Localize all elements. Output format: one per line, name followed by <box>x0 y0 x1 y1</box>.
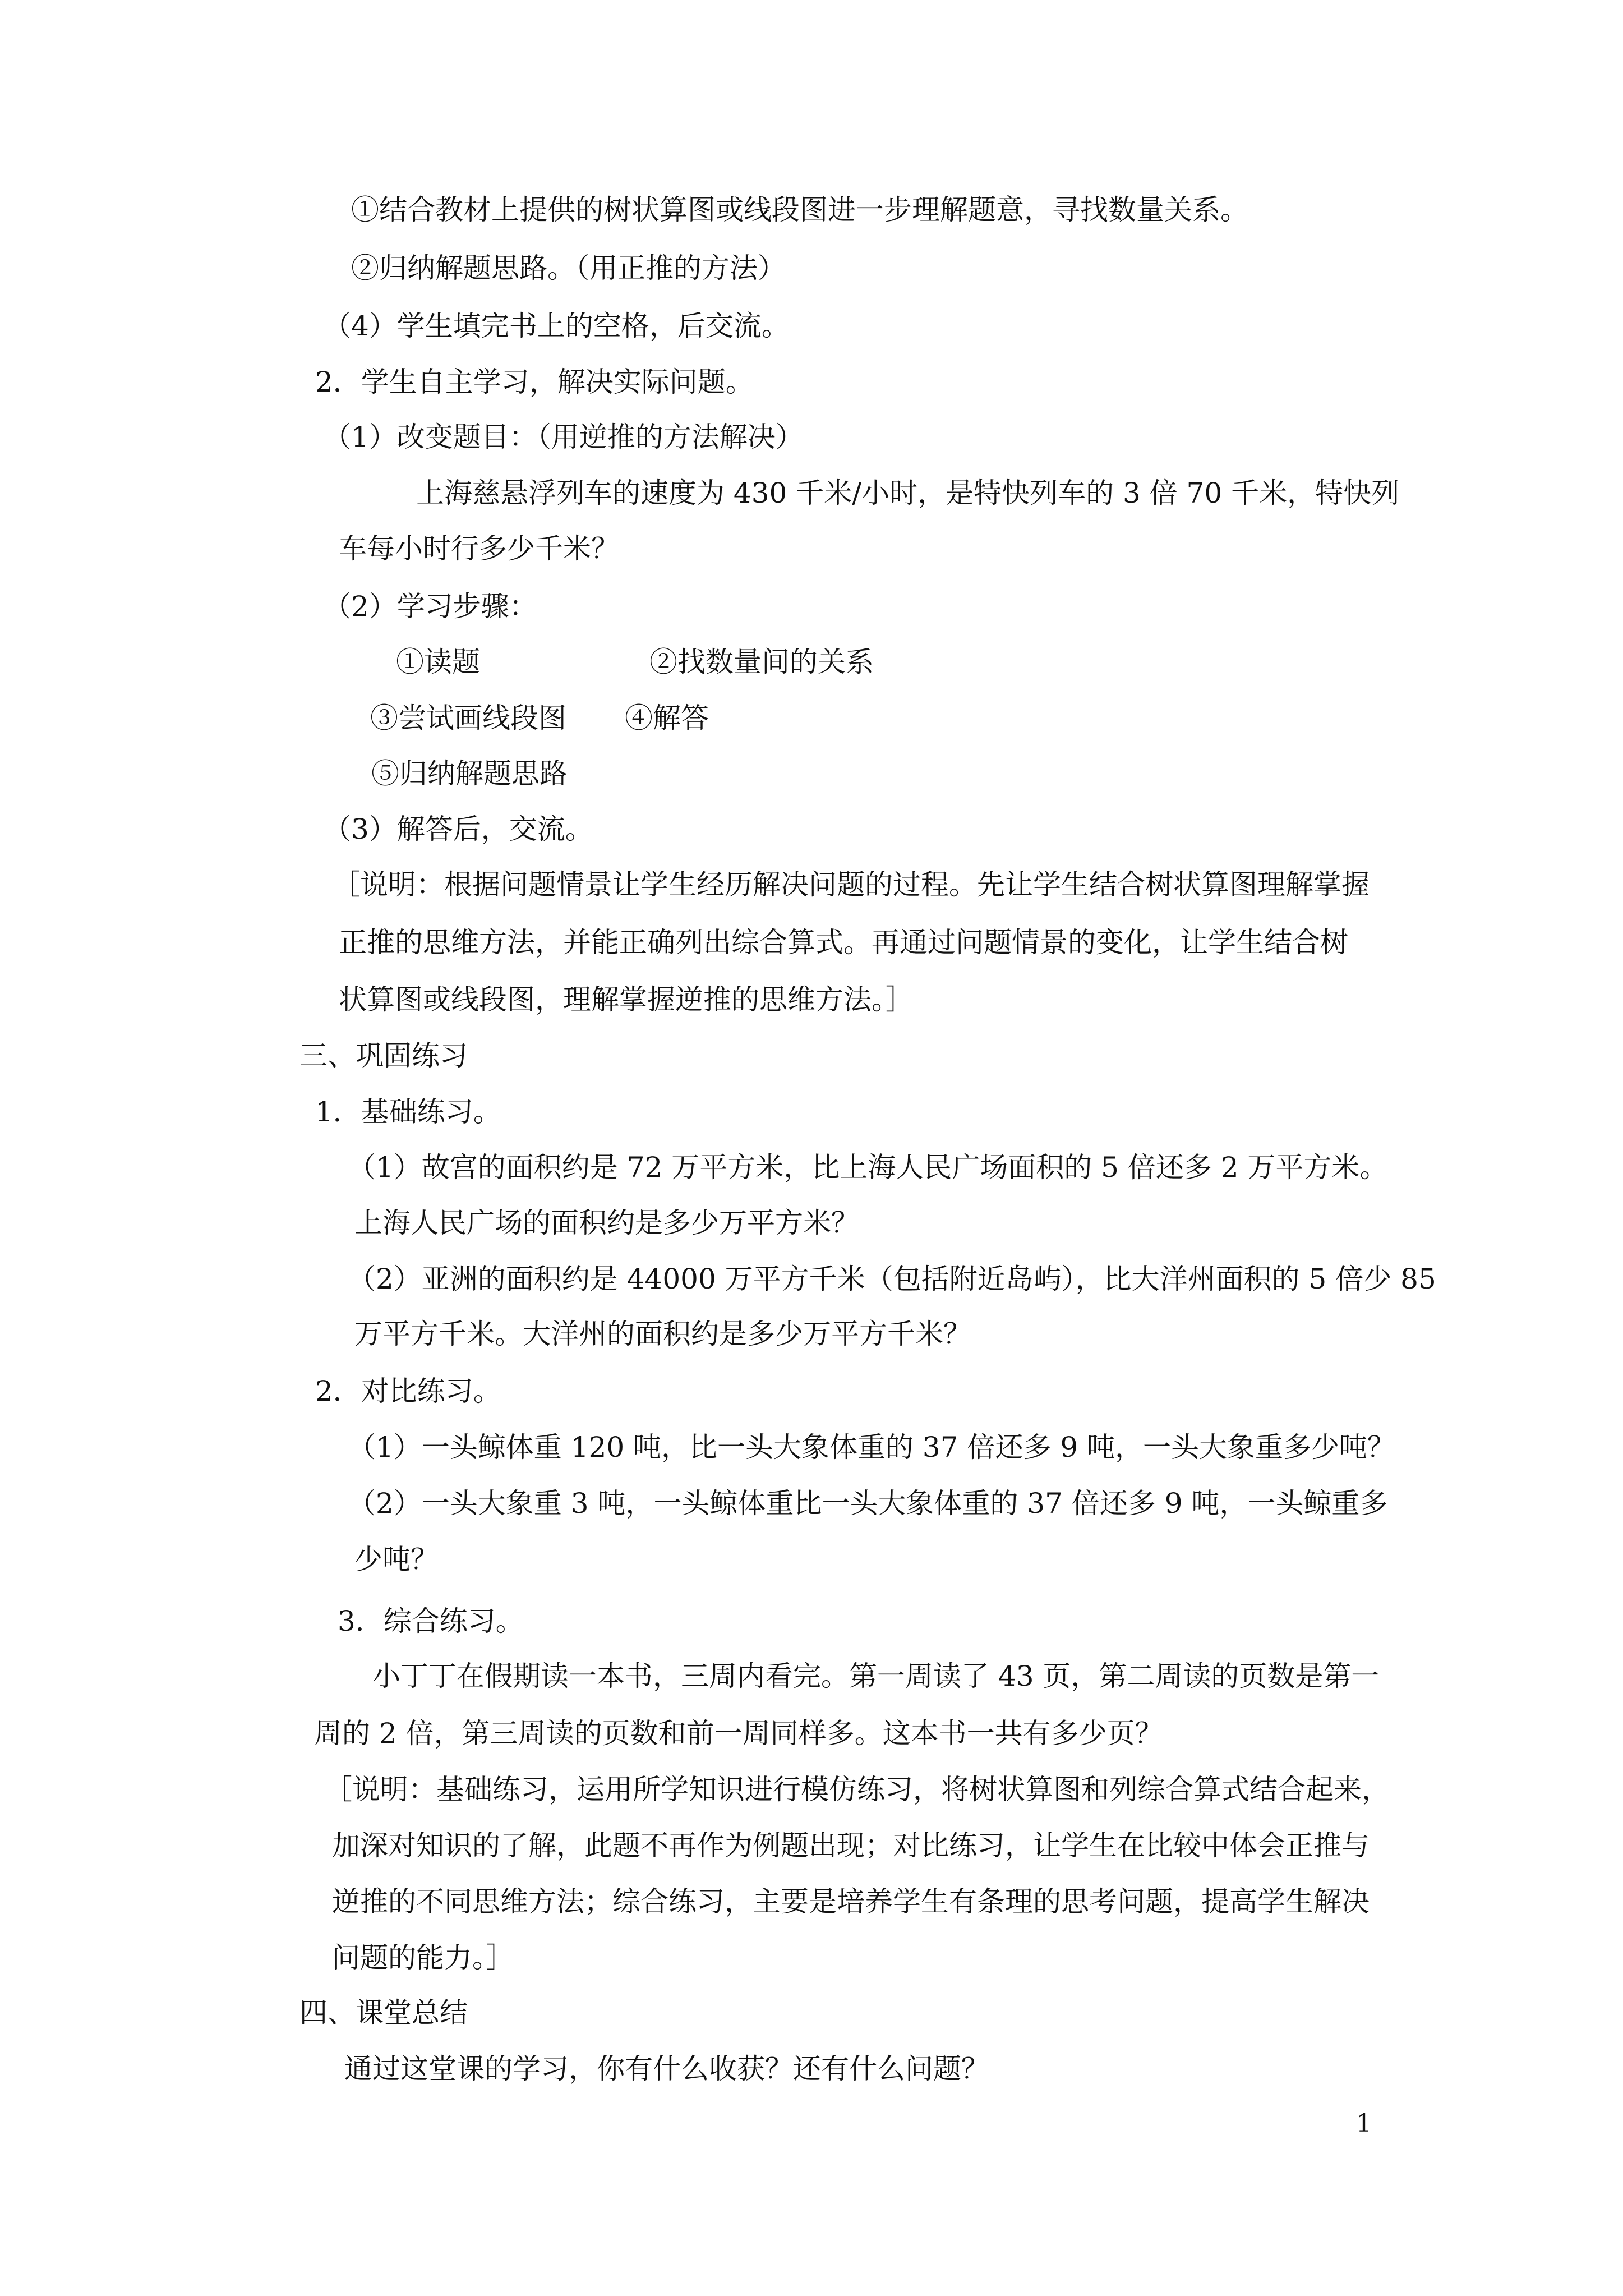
text-line: （2）学习步骤： <box>323 590 537 623</box>
section-heading: 2．学生自主学习，解决实际问题。 <box>315 366 754 398</box>
section-heading: 四、课堂总结 <box>299 1996 468 2029</box>
text-line: ①结合教材上提供的树状算图或线段图进一步理解题意，寻找数量关系。 <box>351 194 1248 226</box>
text-line: 通过这堂课的学习，你有什么收获？还有什么问题？ <box>344 2053 989 2085</box>
note-line: 状算图或线段图，理解掌握逆推的思维方法。］ <box>339 983 914 1016</box>
note-line: 正推的思维方法，并能正确列出综合算式。再通过问题情景的变化，让学生结合树 <box>339 926 1348 959</box>
section-heading: 三、巩固练习 <box>299 1039 468 1072</box>
text-line: 车每小时行多少千米？ <box>339 532 619 565</box>
text-line: 少吨？ <box>354 1543 439 1576</box>
text-line: （1）故宫的面积约是 72 万平方米，比上海人民广场面积的 5 倍还多 2 万平方米。 <box>348 1151 1388 1184</box>
text-line: （4）学生填完书上的空格，后交流。 <box>323 310 790 342</box>
note-line: 问题的能力。］ <box>332 1941 514 1974</box>
step-item: ③尝试画线段图 <box>370 702 566 734</box>
text-line: （2）亚洲的面积约是 44000 万平方千米（包括附近岛屿），比大洋州面积的 5 倍少 85 <box>348 1263 1436 1295</box>
subsection-heading: 1．基础练习。 <box>315 1096 501 1128</box>
text-line: 万平方千米。大洋州的面积约是多少万平方千米？ <box>354 1318 971 1350</box>
note-line: 加深对知识的了解，此题不再作为例题出现；对比练习，让学生在比较中体会正推与 <box>332 1829 1370 1862</box>
text-line: （1）改变题目：（用逆推的方法解决） <box>323 421 804 453</box>
subsection-heading: 3．综合练习。 <box>338 1605 524 1637</box>
step-item: ④解答 <box>625 702 709 734</box>
note-line: ［说明：基础练习，运用所学知识进行模仿练习，将树状算图和列综合算式结合起来， <box>324 1773 1390 1806</box>
step-item: ②找数量间的关系 <box>649 646 874 678</box>
text-line: （1）一头鲸体重 120 吨，比一头大象体重的 37 倍还多 9 吨，一头大象重多少吨？ <box>348 1431 1396 1464</box>
page-number: 1 <box>1356 2109 1372 2138</box>
step-item: ⑤归纳解题思路 <box>371 757 568 790</box>
text-line: ②归纳解题思路。（用正推的方法） <box>351 252 786 284</box>
note-line: ［说明：根据问题情景让学生经历解决问题的过程。先让学生结合树状算图理解掌握 <box>332 868 1370 901</box>
note-line: 逆推的不同思维方法；综合练习，主要是培养学生有条理的思考问题，提高学生解决 <box>332 1885 1370 1918</box>
text-line: （3）解答后，交流。 <box>323 813 593 845</box>
text-line: （2）一头大象重 3 吨，一头鲸体重比一头大象体重的 37 倍还多 9 吨，一头鲸重多 <box>348 1487 1388 1520</box>
text-line: 上海人民广场的面积约是多少万平方米？ <box>354 1207 859 1239</box>
subsection-heading: 2．对比练习。 <box>315 1375 501 1407</box>
text-line: 周的 2 倍，第三周读的页数和前一周同样多。这本书一共有多少页？ <box>314 1717 1163 1750</box>
text-line: 上海慈悬浮列车的速度为 430 千米/小时，是特快列车的 3 倍 70 千米，特快列 <box>416 477 1400 509</box>
text-line: 小丁丁在假期读一本书，三周内看完。第一周读了 43 页，第二周读的页数是第一 <box>372 1660 1380 1692</box>
step-item: ①读题 <box>396 646 480 678</box>
